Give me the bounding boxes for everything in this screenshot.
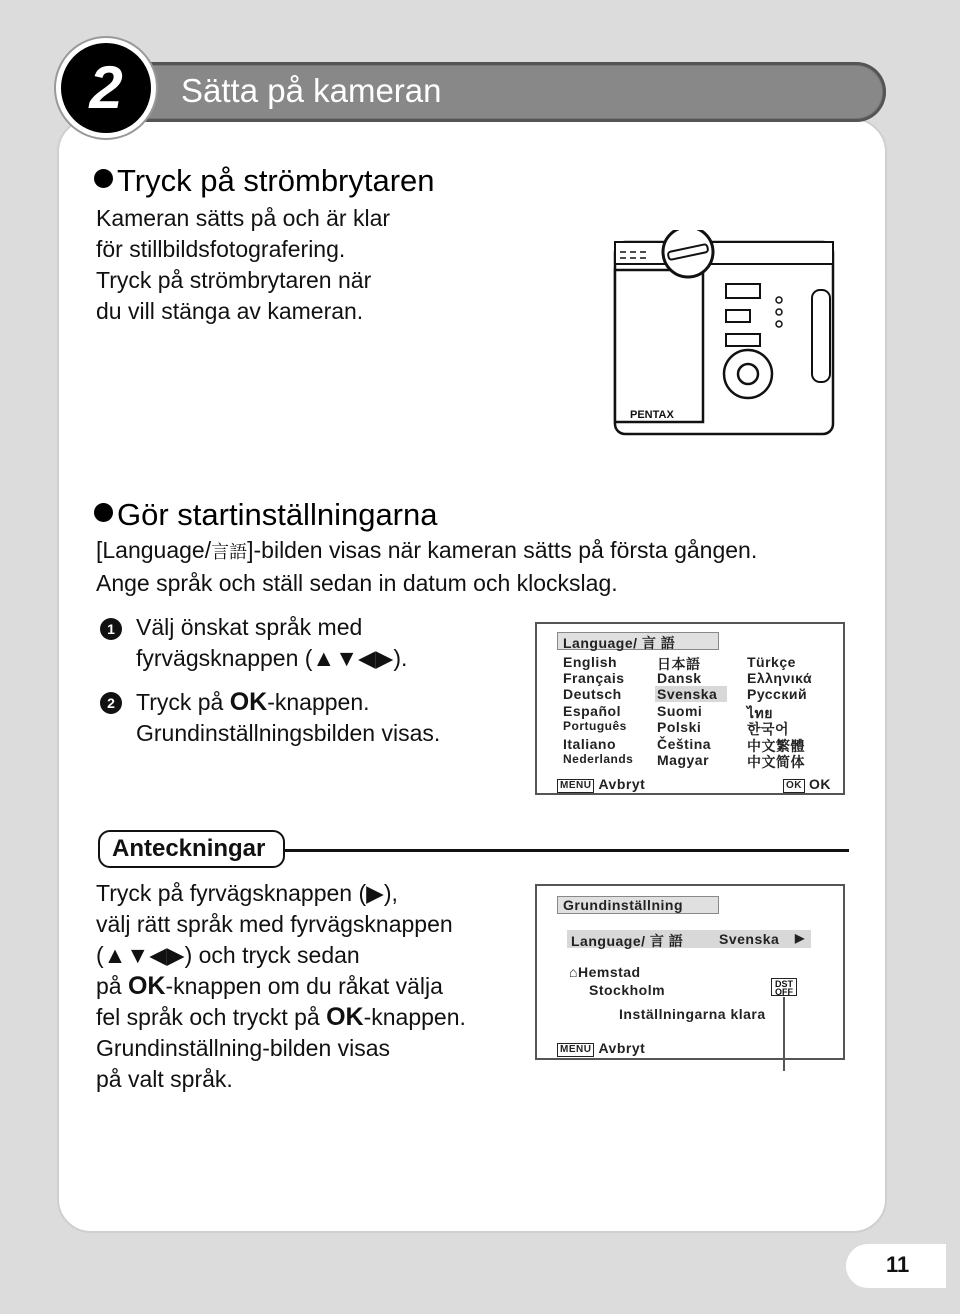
step-1-text: Välj önskat språk med fyrvägsknappen (▲▼◀▶).	[136, 614, 408, 671]
setup-screen	[535, 884, 845, 1060]
lang-option[interactable]: Suomi	[657, 703, 703, 719]
chapter-title: Sätta på kameran	[181, 72, 442, 109]
lang-option[interactable]: 日本語	[657, 656, 701, 672]
lang-option[interactable]: Français	[563, 670, 625, 686]
menu-key-icon: MENU	[557, 1043, 594, 1057]
section2-line1: [Language/言語]-bilden visas när kameran sätts på första gången.	[96, 537, 758, 563]
ok-key-icon: OK	[783, 779, 805, 793]
section1-line: Tryck på strömbrytaren när	[96, 267, 372, 293]
lang-option[interactable]: Русский	[747, 686, 808, 702]
camera-brand: PENTAX	[630, 409, 674, 421]
dst-icon[interactable]: DST OFF	[771, 978, 797, 996]
camera-illustration	[612, 230, 842, 436]
chapter-number: 2	[89, 54, 123, 121]
lang-option[interactable]: Polski	[657, 719, 702, 735]
lang-option[interactable]: Dansk	[657, 670, 702, 686]
right-arrow-icon: ▶	[366, 880, 384, 906]
step-2-text: Tryck på OK-knappen. Grundinställningsbilden visas.	[136, 688, 441, 746]
section1-line: du vill stänga av kameran.	[96, 298, 364, 324]
notes-label: Anteckningar	[112, 835, 266, 862]
lang-option[interactable]: Ελληνικά	[747, 670, 813, 686]
ok-button-label: OK	[127, 972, 166, 1000]
cancel-control[interactable]: MENU Avbryt	[557, 776, 645, 793]
step-1-badge: 1	[100, 618, 122, 640]
ok-control[interactable]: OK OK	[783, 776, 831, 793]
section1-heading: Tryck på strömbrytaren	[94, 163, 435, 199]
lang-option[interactable]: 中文繁體	[747, 738, 805, 754]
settings-done-button[interactable]: Inställningarna klara	[619, 1006, 766, 1022]
setup-screen-header: Grundinställning	[563, 897, 683, 913]
home-icon: ⌂	[569, 964, 578, 980]
lang-option[interactable]: Türkçe	[747, 654, 796, 670]
lang-option[interactable]: ไทย	[747, 705, 773, 721]
bullet-icon	[94, 503, 113, 522]
lang-option[interactable]: 中文简体	[747, 754, 805, 770]
lang-option[interactable]: Čeština	[657, 736, 712, 752]
language-screen	[535, 622, 845, 795]
ok-button-label: OK	[229, 688, 268, 716]
lang-option[interactable]: Deutsch	[563, 686, 622, 702]
notes-text: Tryck på fyrvägsknappen (▶), välj rätt språk med fyrvägsknappen (▲▼◀▶) och tryck sedan på OK-knappen om du råkat välja fel språk och tryckt på OK-knappen. Grundinställning-bilden visas på valt språk.	[96, 880, 466, 1092]
cancel-control[interactable]: MENU Avbryt	[557, 1040, 645, 1057]
lang-option[interactable]: Italiano	[563, 736, 617, 752]
section1-text	[96, 203, 390, 327]
lang-option-selected[interactable]: Svenska	[655, 686, 727, 702]
ok-button-label: OK	[326, 1003, 364, 1031]
right-arrow-icon[interactable]: ▶	[795, 931, 805, 945]
language-row-label[interactable]: Language/ 言 語	[571, 933, 684, 949]
lang-option[interactable]: Português	[563, 719, 627, 733]
home-city-label[interactable]: ⌂Hemstad	[569, 964, 641, 980]
bullet-icon	[94, 169, 113, 188]
lang-option[interactable]: English	[563, 654, 618, 670]
section1-line: Kameran sätts på och är klar	[96, 205, 391, 231]
language-screen-header: Language/ 言 語	[563, 635, 676, 651]
notes-rule	[285, 849, 849, 852]
section2-heading: Gör startinställningarna	[94, 497, 438, 533]
section1-line: för stillbildsfotografering.	[96, 236, 346, 262]
lang-option[interactable]: Español	[563, 703, 621, 719]
page-number: 11	[886, 1252, 910, 1277]
home-city-value[interactable]: Stockholm	[589, 982, 666, 998]
menu-key-icon: MENU	[557, 779, 594, 793]
section2-line2: Ange språk och ställ sedan in datum och klockslag.	[96, 570, 618, 596]
step-2-badge: 2	[100, 692, 122, 714]
section2-text	[96, 535, 757, 599]
lang-option[interactable]: 한국어	[747, 721, 790, 737]
language-row-value[interactable]: Svenska	[719, 931, 780, 947]
callout-line	[783, 997, 785, 1071]
lang-option[interactable]: Magyar	[657, 752, 710, 768]
lang-option[interactable]: Nederlands	[563, 752, 634, 766]
